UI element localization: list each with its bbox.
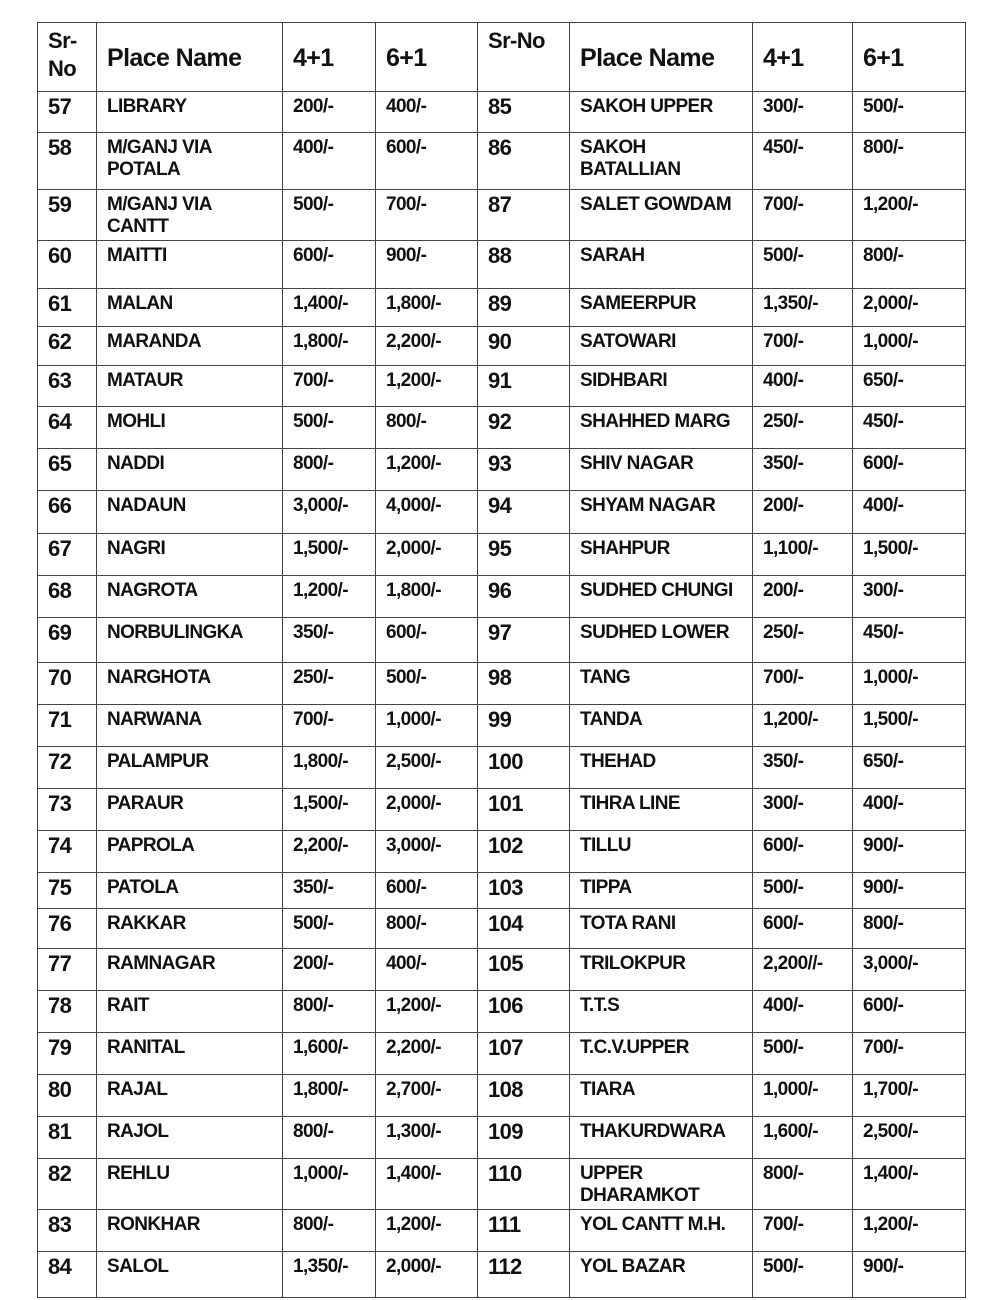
left-fare-4plus1: 350/- [283,873,376,909]
right-fare-4plus1: 400/- [753,991,853,1033]
left-place-name: NARWANA [97,705,283,747]
left-fare-6plus1: 1,200/- [376,449,478,491]
left-fare-4plus1: 1,500/- [283,789,376,831]
fare-table [37,22,966,1298]
header-4plus1: 4+1 [753,23,853,92]
left-fare-6plus1: 1,200/- [376,1210,478,1252]
left-sr-no: 65 [38,449,97,491]
right-fare-4plus1: 700/- [753,1210,853,1252]
left-fare-4plus1: 1,800/- [283,747,376,789]
table-row [38,1117,966,1159]
table-row [38,747,966,789]
right-place-name: THAKURDWARA [570,1117,753,1159]
left-sr-no: 67 [38,534,97,576]
right-fare-6plus1: 800/- [853,133,966,190]
left-fare-4plus1: 500/- [283,909,376,949]
right-place-name: TRILOKPUR [570,949,753,991]
right-fare-4plus1: 1,000/- [753,1075,853,1117]
right-fare-4plus1: 2,200//- [753,949,853,991]
right-fare-4plus1: 600/- [753,831,853,873]
left-place-name: RONKHAR [97,1210,283,1252]
table-row [38,1252,966,1298]
right-sr-no: 101 [478,789,570,831]
left-fare-6plus1: 900/- [376,241,478,289]
right-sr-no: 105 [478,949,570,991]
right-sr-no: 99 [478,705,570,747]
right-place-name: TANG [570,663,753,705]
left-sr-no: 84 [38,1252,97,1298]
right-sr-no: 94 [478,491,570,534]
left-fare-4plus1: 500/- [283,190,376,241]
left-fare-4plus1: 1,800/- [283,327,376,366]
right-place-name: T.C.V.UPPER [570,1033,753,1075]
right-place-name: SHAHPUR [570,534,753,576]
right-fare-4plus1: 700/- [753,663,853,705]
right-fare-4plus1: 450/- [753,133,853,190]
right-fare-4plus1: 500/- [753,241,853,289]
right-fare-6plus1: 1,400/- [853,1159,966,1210]
left-fare-6plus1: 2,500/- [376,747,478,789]
right-sr-no: 89 [478,289,570,327]
right-fare-6plus1: 400/- [853,491,966,534]
table-row [38,1159,966,1210]
right-fare-6plus1: 2,500/- [853,1117,966,1159]
left-fare-6plus1: 2,000/- [376,1252,478,1298]
right-sr-no: 87 [478,190,570,241]
left-fare-6plus1: 1,000/- [376,705,478,747]
left-fare-4plus1: 1,500/- [283,534,376,576]
right-sr-no: 90 [478,327,570,366]
right-sr-no: 86 [478,133,570,190]
table-row [38,949,966,991]
right-fare-4plus1: 250/- [753,407,853,449]
right-sr-no: 85 [478,92,570,133]
left-fare-6plus1: 400/- [376,949,478,991]
right-fare-6plus1: 700/- [853,1033,966,1075]
left-fare-6plus1: 1,200/- [376,366,478,407]
table-row [38,1033,966,1075]
left-place-name: PALAMPUR [97,747,283,789]
right-fare-4plus1: 500/- [753,1033,853,1075]
right-sr-no: 112 [478,1252,570,1298]
right-place-name: THEHAD [570,747,753,789]
left-fare-4plus1: 800/- [283,1117,376,1159]
left-fare-6plus1: 1,800/- [376,289,478,327]
left-sr-no: 68 [38,576,97,618]
left-fare-6plus1: 2,700/- [376,1075,478,1117]
left-fare-6plus1: 2,200/- [376,1033,478,1075]
right-place-name: SHAHHED MARG [570,407,753,449]
left-sr-no: 71 [38,705,97,747]
right-place-name: SIDHBARI [570,366,753,407]
left-fare-4plus1: 1,200/- [283,576,376,618]
right-fare-4plus1: 700/- [753,190,853,241]
right-fare-6plus1: 1,200/- [853,190,966,241]
left-fare-6plus1: 600/- [376,618,478,663]
left-sr-no: 76 [38,909,97,949]
right-fare-4plus1: 400/- [753,366,853,407]
table-row [38,576,966,618]
left-sr-no: 82 [38,1159,97,1210]
left-fare-4plus1: 350/- [283,618,376,663]
header-row [38,23,966,92]
left-fare-6plus1: 500/- [376,663,478,705]
left-fare-4plus1: 1,350/- [283,1252,376,1298]
left-sr-no: 69 [38,618,97,663]
right-place-name: SUDHED LOWER [570,618,753,663]
right-fare-4plus1: 300/- [753,92,853,133]
left-fare-6plus1: 800/- [376,407,478,449]
left-fare-4plus1: 800/- [283,1210,376,1252]
left-sr-no: 59 [38,190,97,241]
table-row [38,289,966,327]
right-fare-6plus1: 1,000/- [853,327,966,366]
header-sr-no: Sr-No [478,23,570,92]
left-place-name: MALAN [97,289,283,327]
right-fare-6plus1: 2,000/- [853,289,966,327]
left-place-name: RAMNAGAR [97,949,283,991]
left-fare-4plus1: 700/- [283,705,376,747]
right-fare-6plus1: 650/- [853,366,966,407]
right-place-name: TIARA [570,1075,753,1117]
left-fare-6plus1: 1,300/- [376,1117,478,1159]
right-sr-no: 110 [478,1159,570,1210]
table-row [38,449,966,491]
left-place-name: M/GANJ VIA CANTT [97,190,283,241]
left-fare-6plus1: 800/- [376,909,478,949]
right-sr-no: 92 [478,407,570,449]
left-fare-6plus1: 400/- [376,92,478,133]
right-fare-4plus1: 350/- [753,449,853,491]
left-place-name: MATAUR [97,366,283,407]
left-place-name: RAJAL [97,1075,283,1117]
table-row [38,491,966,534]
right-sr-no: 106 [478,991,570,1033]
left-sr-no: 57 [38,92,97,133]
left-fare-6plus1: 1,400/- [376,1159,478,1210]
right-place-name: YOL CANTT M.H. [570,1210,753,1252]
right-sr-no: 102 [478,831,570,873]
left-place-name: NORBULINGKA [97,618,283,663]
left-sr-no: 64 [38,407,97,449]
left-place-name: MAITTI [97,241,283,289]
left-sr-no: 73 [38,789,97,831]
right-sr-no: 93 [478,449,570,491]
table-row [38,909,966,949]
left-place-name: REHLU [97,1159,283,1210]
right-fare-6plus1: 600/- [853,449,966,491]
left-place-name: NAGRI [97,534,283,576]
left-fare-4plus1: 500/- [283,407,376,449]
table-row [38,873,966,909]
left-place-name: RAIT [97,991,283,1033]
right-place-name: TIPPA [570,873,753,909]
right-sr-no: 108 [478,1075,570,1117]
left-place-name: RAJOL [97,1117,283,1159]
right-fare-6plus1: 800/- [853,241,966,289]
right-fare-4plus1: 700/- [753,327,853,366]
left-fare-4plus1: 250/- [283,663,376,705]
header-place-name: Place Name [570,23,753,92]
left-place-name: PARAUR [97,789,283,831]
right-fare-4plus1: 350/- [753,747,853,789]
right-fare-6plus1: 400/- [853,789,966,831]
left-place-name: MOHLI [97,407,283,449]
right-fare-4plus1: 500/- [753,873,853,909]
right-sr-no: 109 [478,1117,570,1159]
left-fare-4plus1: 200/- [283,949,376,991]
table-row [38,1210,966,1252]
left-place-name: SALOL [97,1252,283,1298]
right-place-name: SALET GOWDAM [570,190,753,241]
left-sr-no: 80 [38,1075,97,1117]
table-row [38,618,966,663]
right-place-name: SAKOH BATALLIAN [570,133,753,190]
right-fare-4plus1: 500/- [753,1252,853,1298]
right-fare-6plus1: 900/- [853,831,966,873]
right-fare-6plus1: 450/- [853,618,966,663]
left-sr-no: 63 [38,366,97,407]
right-fare-4plus1: 800/- [753,1159,853,1210]
right-sr-no: 88 [478,241,570,289]
table-row [38,705,966,747]
right-fare-6plus1: 800/- [853,909,966,949]
right-fare-6plus1: 500/- [853,92,966,133]
table-row [38,789,966,831]
right-sr-no: 95 [478,534,570,576]
right-sr-no: 111 [478,1210,570,1252]
table-row [38,366,966,407]
left-fare-4plus1: 1,600/- [283,1033,376,1075]
right-fare-6plus1: 1,500/- [853,705,966,747]
left-fare-4plus1: 1,800/- [283,1075,376,1117]
right-fare-6plus1: 650/- [853,747,966,789]
right-sr-no: 98 [478,663,570,705]
left-sr-no: 79 [38,1033,97,1075]
right-fare-6plus1: 1,700/- [853,1075,966,1117]
left-fare-6plus1: 2,200/- [376,327,478,366]
left-fare-6plus1: 4,000/- [376,491,478,534]
left-place-name: RAKKAR [97,909,283,949]
left-place-name: NAGROTA [97,576,283,618]
left-place-name: MARANDA [97,327,283,366]
right-fare-4plus1: 1,100/- [753,534,853,576]
right-fare-4plus1: 1,200/- [753,705,853,747]
right-place-name: TOTA RANI [570,909,753,949]
right-fare-4plus1: 200/- [753,491,853,534]
left-place-name: NADDI [97,449,283,491]
left-place-name: LIBRARY [97,92,283,133]
left-fare-6plus1: 1,800/- [376,576,478,618]
right-fare-4plus1: 1,350/- [753,289,853,327]
right-place-name: SARAH [570,241,753,289]
left-sr-no: 70 [38,663,97,705]
right-place-name: TANDA [570,705,753,747]
right-place-name: SHIV NAGAR [570,449,753,491]
left-fare-4plus1: 1,000/- [283,1159,376,1210]
right-fare-6plus1: 3,000/- [853,949,966,991]
left-place-name: PATOLA [97,873,283,909]
right-fare-6plus1: 600/- [853,991,966,1033]
left-fare-4plus1: 800/- [283,449,376,491]
right-place-name: SUDHED CHUNGI [570,576,753,618]
right-fare-6plus1: 900/- [853,873,966,909]
left-place-name: M/GANJ VIA POTALA [97,133,283,190]
right-fare-6plus1: 1,000/- [853,663,966,705]
left-sr-no: 75 [38,873,97,909]
right-place-name: T.T.S [570,991,753,1033]
left-fare-6plus1: 600/- [376,133,478,190]
right-sr-no: 104 [478,909,570,949]
left-fare-4plus1: 3,000/- [283,491,376,534]
table-row [38,241,966,289]
left-sr-no: 60 [38,241,97,289]
left-fare-4plus1: 700/- [283,366,376,407]
left-place-name: RANITAL [97,1033,283,1075]
left-sr-no: 78 [38,991,97,1033]
table-row [38,534,966,576]
left-fare-4plus1: 800/- [283,991,376,1033]
right-fare-4plus1: 1,600/- [753,1117,853,1159]
right-fare-4plus1: 250/- [753,618,853,663]
right-sr-no: 97 [478,618,570,663]
right-place-name: SATOWARI [570,327,753,366]
table-row [38,133,966,190]
right-sr-no: 91 [478,366,570,407]
left-fare-6plus1: 2,000/- [376,789,478,831]
table-row [38,407,966,449]
header-6plus1: 6+1 [376,23,478,92]
right-place-name: SAKOH UPPER [570,92,753,133]
table-row [38,327,966,366]
left-sr-no: 61 [38,289,97,327]
left-sr-no: 77 [38,949,97,991]
right-sr-no: 103 [478,873,570,909]
right-place-name: TILLU [570,831,753,873]
left-fare-4plus1: 400/- [283,133,376,190]
right-fare-6plus1: 1,500/- [853,534,966,576]
right-sr-no: 100 [478,747,570,789]
table-row [38,663,966,705]
right-sr-no: 96 [478,576,570,618]
left-fare-4plus1: 200/- [283,92,376,133]
left-place-name: NADAUN [97,491,283,534]
table-row [38,92,966,133]
right-place-name: UPPER DHARAMKOT [570,1159,753,1210]
right-place-name: TIHRA LINE [570,789,753,831]
table-row [38,991,966,1033]
right-fare-6plus1: 1,200/- [853,1210,966,1252]
left-fare-6plus1: 2,000/- [376,534,478,576]
left-fare-6plus1: 600/- [376,873,478,909]
left-place-name: PAPROLA [97,831,283,873]
left-place-name: NARGHOTA [97,663,283,705]
left-fare-6plus1: 3,000/- [376,831,478,873]
left-sr-no: 81 [38,1117,97,1159]
left-sr-no: 58 [38,133,97,190]
table-row [38,1075,966,1117]
right-fare-6plus1: 300/- [853,576,966,618]
left-fare-4plus1: 2,200/- [283,831,376,873]
left-sr-no: 74 [38,831,97,873]
header-6plus1: 6+1 [853,23,966,92]
left-fare-6plus1: 700/- [376,190,478,241]
left-sr-no: 62 [38,327,97,366]
table-row [38,831,966,873]
right-fare-4plus1: 300/- [753,789,853,831]
right-fare-4plus1: 600/- [753,909,853,949]
left-fare-4plus1: 1,400/- [283,289,376,327]
right-sr-no: 107 [478,1033,570,1075]
left-fare-4plus1: 600/- [283,241,376,289]
right-fare-4plus1: 200/- [753,576,853,618]
right-fare-6plus1: 900/- [853,1252,966,1298]
left-sr-no: 83 [38,1210,97,1252]
left-sr-no: 72 [38,747,97,789]
left-fare-6plus1: 1,200/- [376,991,478,1033]
right-place-name: SAMEERPUR [570,289,753,327]
right-place-name: YOL BAZAR [570,1252,753,1298]
header-place-name: Place Name [97,23,283,92]
header-sr-no: Sr-No [38,23,97,92]
table-row [38,190,966,241]
right-place-name: SHYAM NAGAR [570,491,753,534]
left-sr-no: 66 [38,491,97,534]
header-4plus1: 4+1 [283,23,376,92]
right-fare-6plus1: 450/- [853,407,966,449]
